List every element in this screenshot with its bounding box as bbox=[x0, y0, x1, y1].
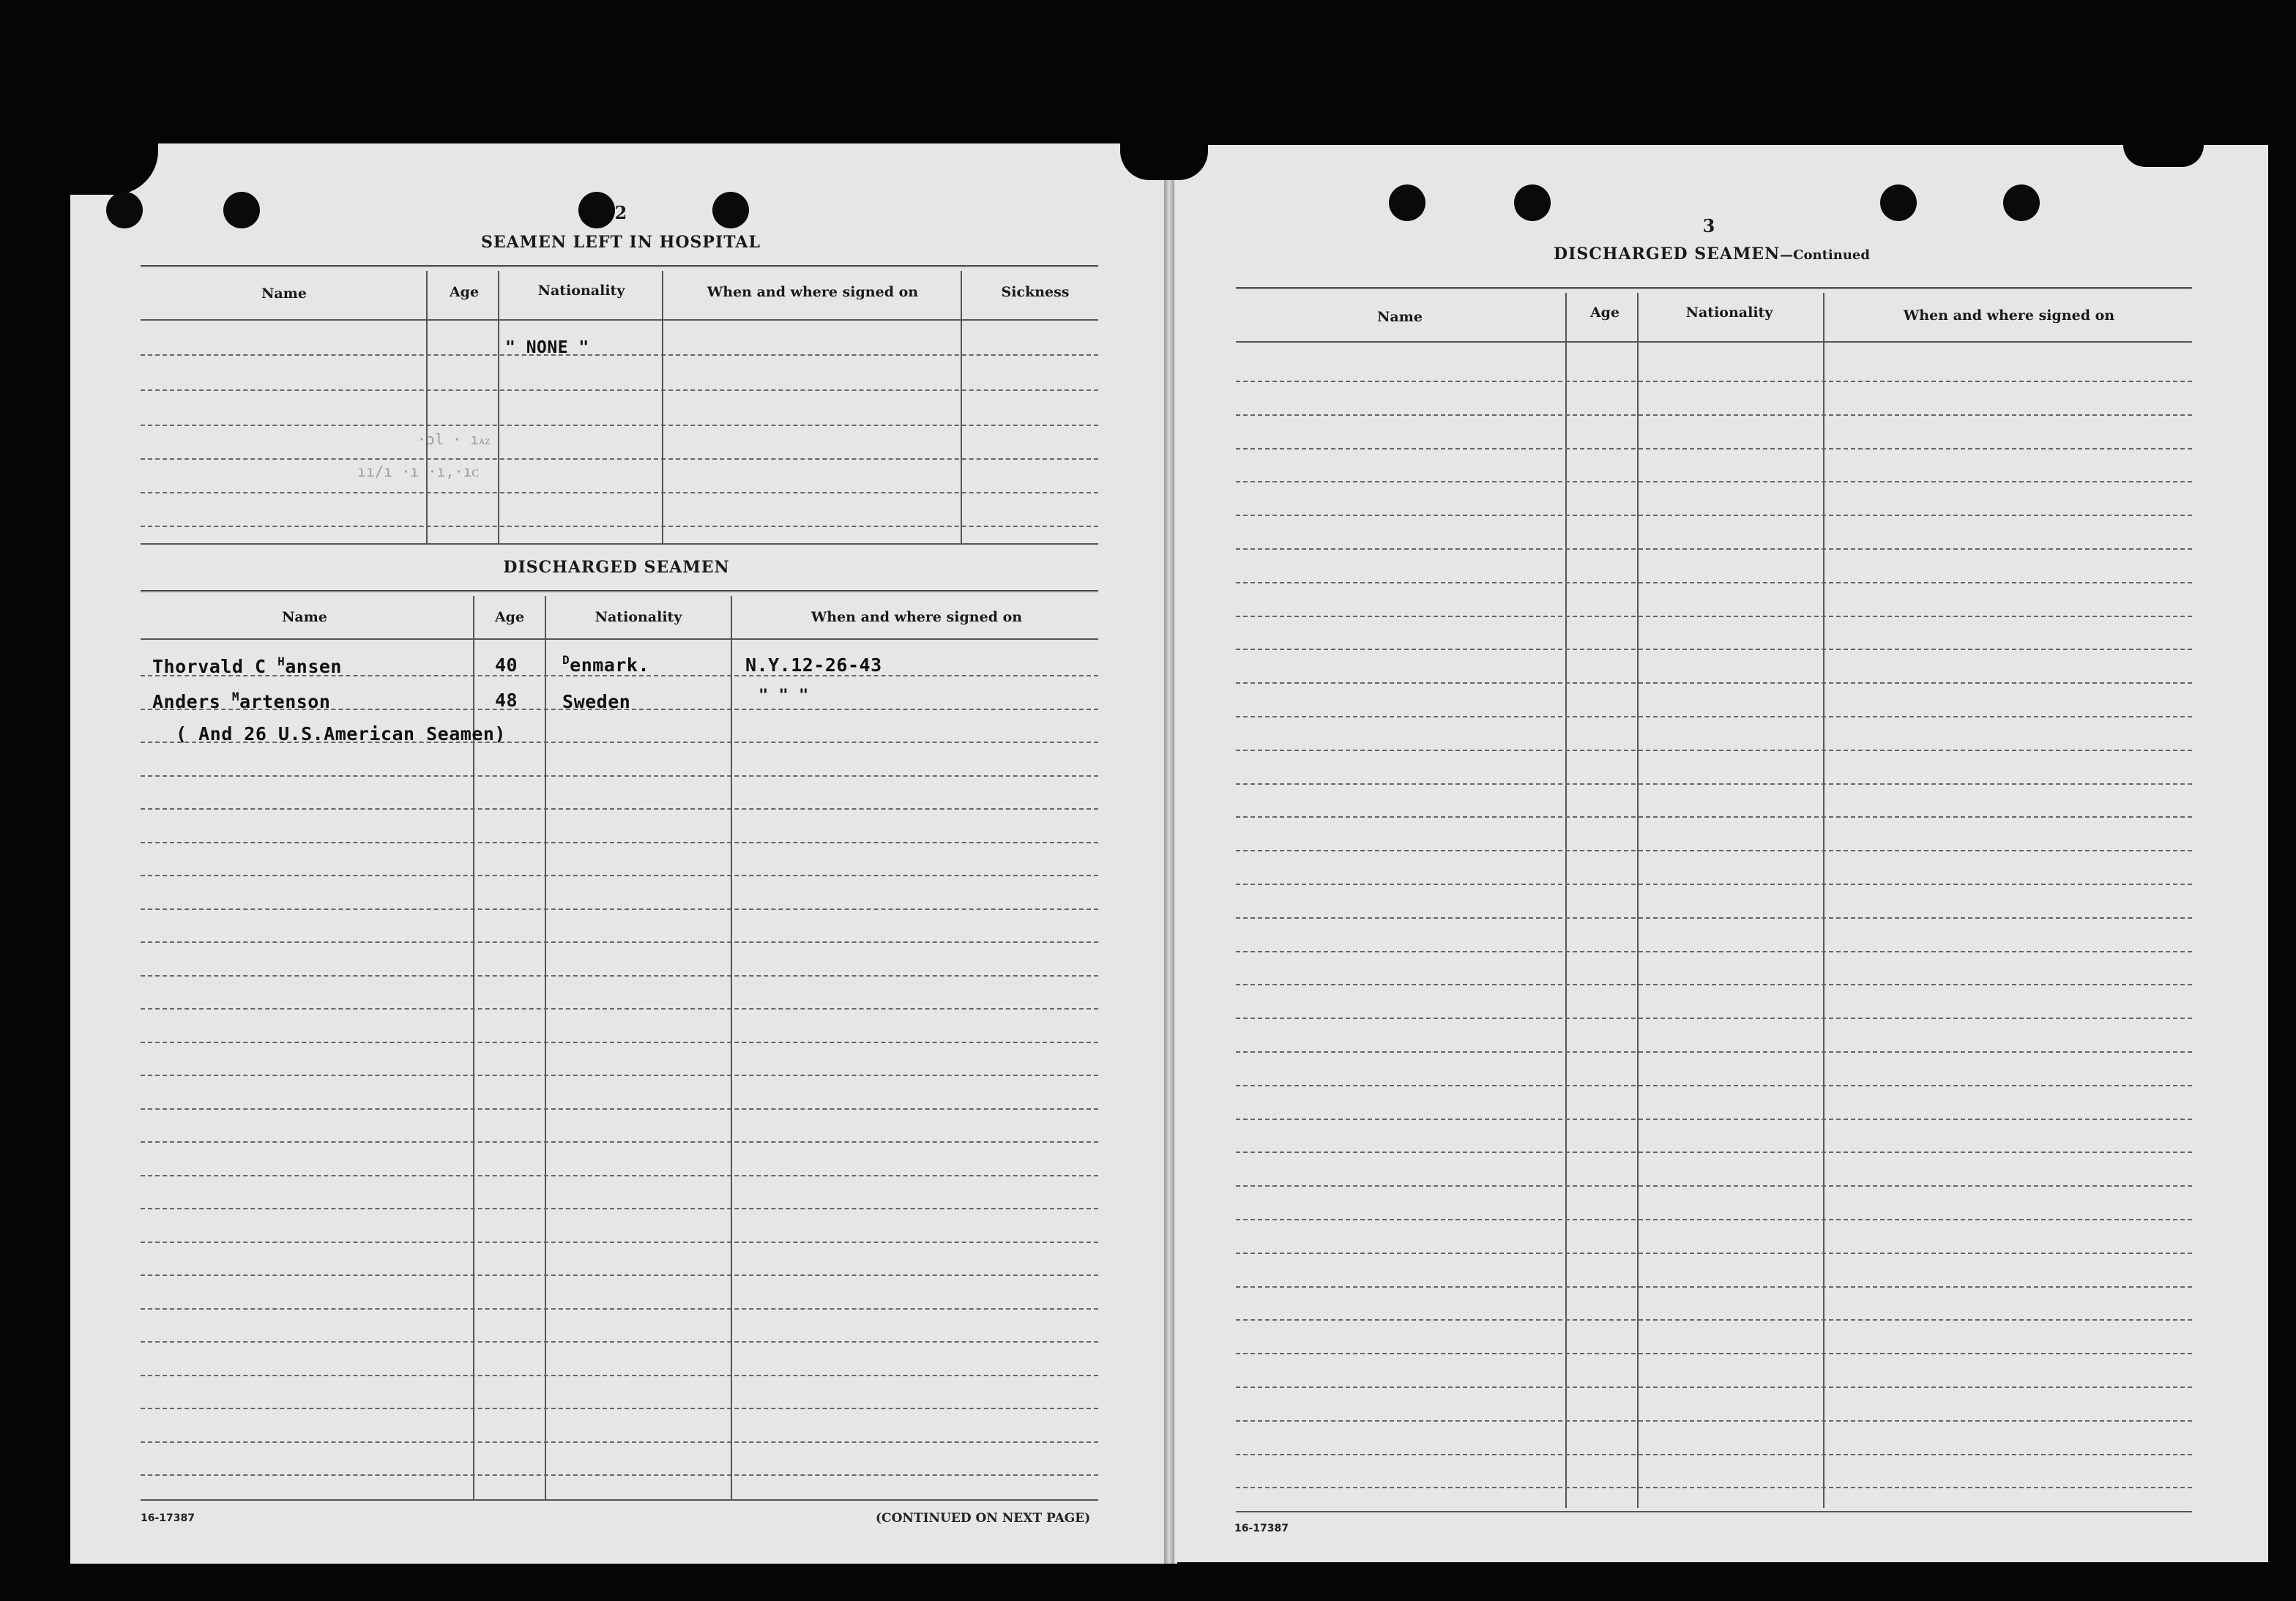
table-rule bbox=[141, 638, 1098, 640]
hospital-col-name: Name bbox=[261, 286, 307, 302]
torn-edge-right bbox=[2123, 145, 2204, 167]
ruled-line bbox=[1236, 1454, 2192, 1455]
ruled-line bbox=[1236, 1319, 2192, 1321]
seaman-signed-on: " " " bbox=[758, 687, 809, 705]
seaman-name: Thorvald C $^H$ansen bbox=[152, 654, 342, 677]
ruled-line bbox=[1236, 1152, 2192, 1153]
ruled-line bbox=[141, 808, 1098, 810]
table-rule bbox=[141, 319, 1098, 321]
ruled-line bbox=[1236, 1487, 2192, 1488]
table-rule bbox=[141, 354, 1098, 356]
seaman-age: 40 bbox=[495, 654, 518, 676]
page-seam bbox=[1164, 143, 1174, 1564]
discharged-col-age: Age bbox=[494, 609, 525, 625]
ruled-line bbox=[141, 875, 1098, 876]
ruled-line bbox=[1236, 1185, 2192, 1187]
ruled-line bbox=[1236, 1119, 2192, 1120]
ruled-line bbox=[141, 1242, 1098, 1243]
ruled-line bbox=[1236, 1511, 2192, 1512]
ruled-line bbox=[1236, 381, 2192, 382]
seaman-age: 48 bbox=[495, 690, 518, 711]
ruled-line bbox=[1236, 850, 2192, 851]
ruled-line bbox=[141, 775, 1098, 777]
ruled-line bbox=[1236, 1420, 2192, 1422]
ruled-line bbox=[1236, 1387, 2192, 1388]
ruled-line bbox=[1236, 1085, 2192, 1086]
ruled-line bbox=[1236, 1018, 2192, 1019]
ruled-line bbox=[1236, 548, 2192, 550]
ruled-line bbox=[141, 975, 1098, 977]
discharged-section-title: DISCHARGED SEAMEN bbox=[503, 558, 730, 577]
ruled-line bbox=[1236, 984, 2192, 985]
hospital-col-nationality: Nationality bbox=[537, 283, 625, 299]
ruled-line bbox=[141, 1441, 1098, 1443]
punch-hole bbox=[1880, 184, 1917, 221]
ruled-line bbox=[1236, 1353, 2192, 1354]
discharged-col-nationality: Nationality bbox=[594, 609, 682, 625]
ruled-line bbox=[141, 1308, 1098, 1310]
ruled-line bbox=[141, 1341, 1098, 1343]
bleed-through-mark: ıı/ı ·ı ·ı,·ıᴄ bbox=[357, 463, 480, 480]
seaman-nationality: Sweden bbox=[562, 691, 631, 712]
hospital-col-age: Age bbox=[449, 284, 480, 300]
ruled-line bbox=[1236, 649, 2192, 650]
column-rule bbox=[545, 596, 546, 1501]
ruled-line bbox=[1236, 716, 2192, 717]
table-rule bbox=[1236, 341, 2192, 343]
hospital-col-signed-on: When and where signed on bbox=[707, 284, 919, 300]
column-rule bbox=[1637, 293, 1639, 1508]
ruled-line bbox=[141, 1008, 1098, 1010]
seaman-nationality: $^D$enmark. bbox=[562, 653, 649, 676]
ruled-line bbox=[1236, 515, 2192, 516]
column-rule bbox=[662, 271, 663, 543]
continued-col-age: Age bbox=[1589, 305, 1620, 321]
american-seamen-note: ( And 26 U.S.American Seamen) bbox=[176, 723, 506, 744]
column-rule bbox=[731, 596, 732, 1501]
ruled-line bbox=[1236, 448, 2192, 449]
table-rule bbox=[141, 543, 1098, 545]
page-number: 3 bbox=[1702, 215, 1715, 236]
discharged-col-name: Name bbox=[282, 609, 327, 625]
hospital-none-entry: " NONE " bbox=[505, 338, 589, 357]
column-rule bbox=[1565, 293, 1567, 1508]
column-rule bbox=[426, 271, 428, 543]
ruled-line bbox=[141, 1175, 1098, 1176]
ruled-line bbox=[141, 1042, 1098, 1043]
ruled-line bbox=[1236, 414, 2192, 416]
torn-edge-center bbox=[1120, 143, 1208, 180]
discharged-continued-title: DISCHARGED SEAMEN—Continued bbox=[1554, 245, 1870, 264]
hospital-section-title: SEAMEN LEFT IN HOSPITAL bbox=[481, 233, 761, 252]
ruled-line bbox=[1236, 616, 2192, 617]
ruled-line bbox=[1236, 816, 2192, 818]
ruled-line bbox=[1236, 1051, 2192, 1053]
form-number: 16-17387 bbox=[141, 1512, 195, 1524]
ruled-line bbox=[1236, 1286, 2192, 1288]
continued-col-name: Name bbox=[1377, 309, 1423, 325]
ruled-line bbox=[1236, 750, 2192, 751]
ruled-line bbox=[1236, 582, 2192, 583]
ruled-line bbox=[141, 1275, 1098, 1276]
continued-col-signed-on: When and where signed on bbox=[1903, 307, 2115, 324]
ruled-line bbox=[1236, 884, 2192, 885]
table-rule bbox=[141, 458, 1098, 460]
table-rule bbox=[1236, 287, 2192, 291]
left-page bbox=[70, 143, 1177, 1564]
table-rule bbox=[141, 590, 1098, 594]
discharged-col-signed-on: When and where signed on bbox=[810, 609, 1023, 625]
ruled-line bbox=[141, 1474, 1098, 1476]
table-rule bbox=[141, 265, 1098, 269]
punch-hole bbox=[1389, 184, 1425, 221]
punch-hole bbox=[223, 192, 260, 228]
column-rule bbox=[1823, 293, 1824, 1508]
punch-hole bbox=[578, 192, 615, 228]
table-rule bbox=[141, 389, 1098, 391]
ruled-line bbox=[1236, 951, 2192, 952]
seaman-name: Anders $^M$artenson bbox=[152, 690, 331, 712]
punch-hole bbox=[106, 192, 143, 228]
ruled-line bbox=[141, 1075, 1098, 1076]
column-rule bbox=[498, 271, 499, 543]
column-rule bbox=[961, 271, 962, 543]
ruled-line bbox=[1236, 783, 2192, 785]
form-number: 16-17387 bbox=[1234, 1523, 1289, 1534]
hospital-col-sickness: Sickness bbox=[1001, 284, 1070, 300]
seaman-signed-on: N.Y.12-26-43 bbox=[745, 654, 882, 676]
ruled-line bbox=[141, 1408, 1098, 1409]
ruled-line bbox=[1236, 917, 2192, 919]
continued-col-nationality: Nationality bbox=[1685, 305, 1773, 321]
page-number: 2 bbox=[614, 202, 627, 223]
continued-note: (CONTINUED ON NEXT PAGE) bbox=[876, 1511, 1091, 1526]
table-rule bbox=[141, 526, 1098, 527]
ruled-line bbox=[1236, 1219, 2192, 1220]
punch-hole bbox=[2003, 184, 2040, 221]
bleed-through-mark: ·ɔl · ıᴀᴢ bbox=[417, 430, 491, 448]
ruled-line bbox=[1236, 1253, 2192, 1254]
ruled-line bbox=[141, 1208, 1098, 1209]
ruled-line bbox=[141, 1499, 1098, 1501]
punch-hole bbox=[1514, 184, 1551, 221]
ruled-line bbox=[141, 1141, 1098, 1143]
ruled-line bbox=[141, 1108, 1098, 1110]
table-rule bbox=[141, 492, 1098, 493]
ruled-line bbox=[141, 842, 1098, 843]
ruled-line bbox=[141, 941, 1098, 943]
punch-hole bbox=[712, 192, 749, 228]
table-rule bbox=[141, 425, 1098, 426]
ruled-line bbox=[141, 1375, 1098, 1376]
ruled-line bbox=[141, 908, 1098, 910]
ruled-line bbox=[1236, 481, 2192, 482]
right-page bbox=[1170, 145, 2268, 1562]
ruled-line bbox=[1236, 682, 2192, 684]
